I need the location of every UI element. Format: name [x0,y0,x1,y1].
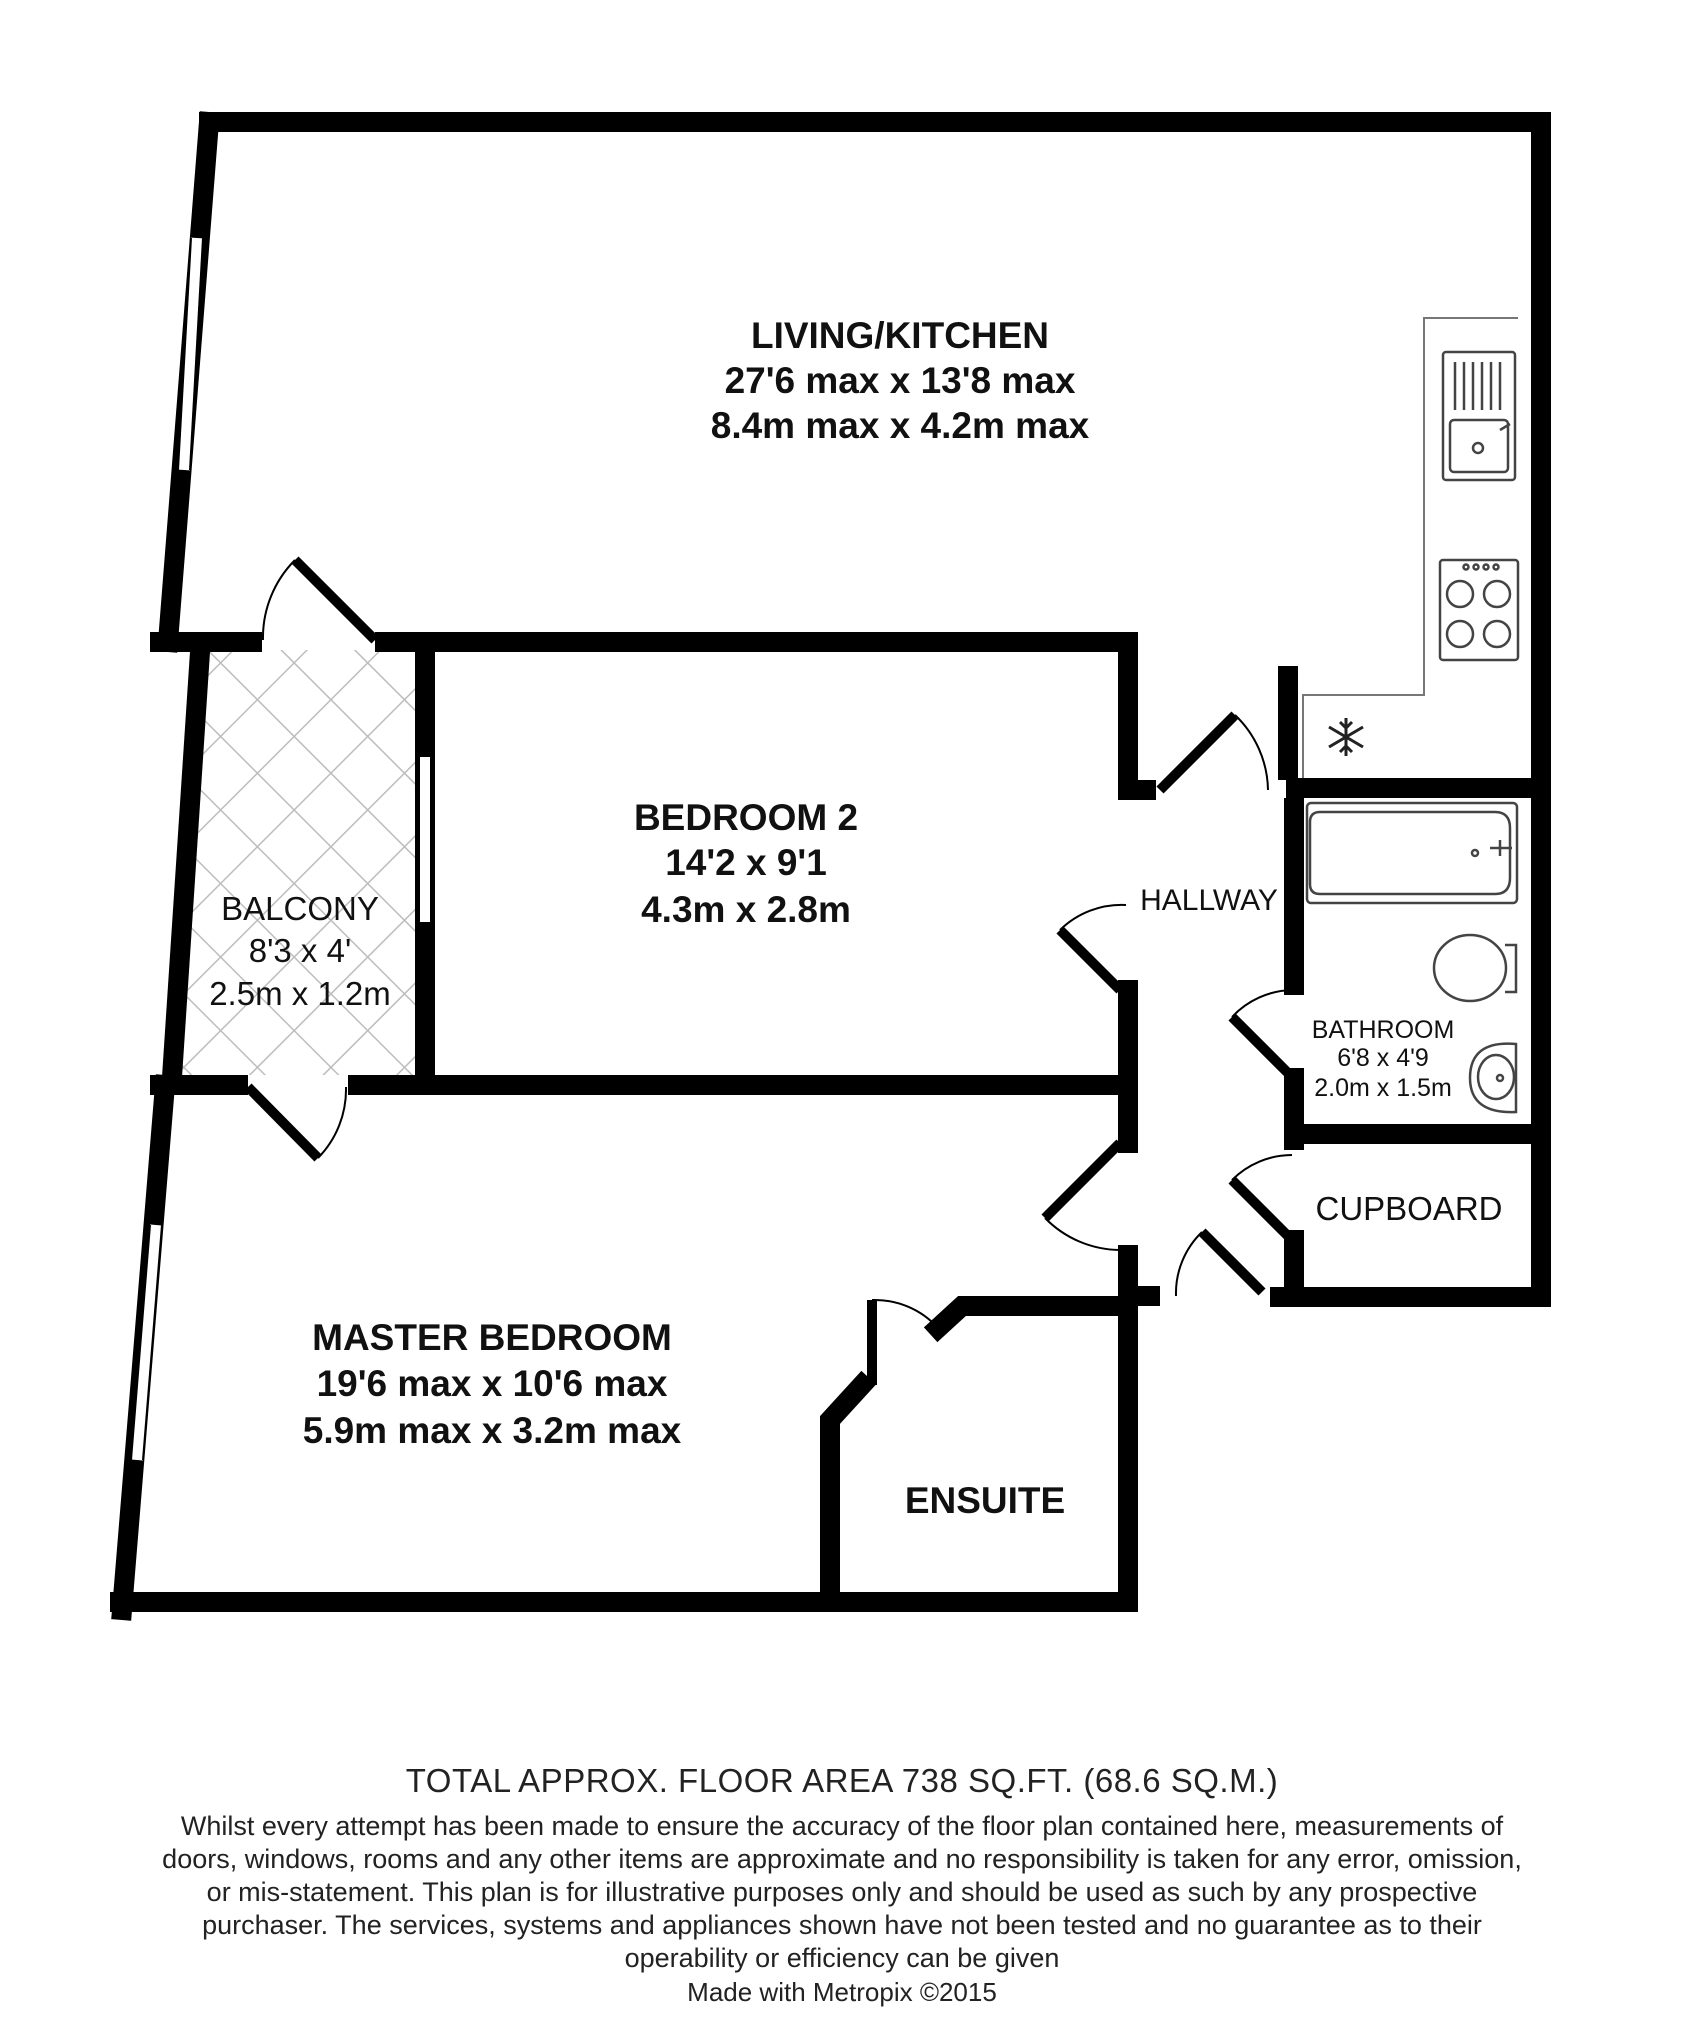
bath-icon [1307,803,1517,903]
bathroom-imperial: 6'8 x 4'9 [1337,1044,1429,1072]
balcony-imperial: 8'3 x 4' [248,932,352,969]
door-hallway-bedroom2 [1060,905,1126,990]
living-name: LIVING/KITCHEN [750,315,1050,356]
hallway-name: HALLWAY [1140,884,1278,917]
balcony-metric: 2.5m x 1.2m [209,975,391,1012]
door-bathroom [1232,990,1292,1077]
bedroom2-name: BEDROOM 2 [633,797,859,838]
sink-icon [1443,352,1515,480]
door-hallway-lower [1176,1232,1262,1296]
door-hallway-living [1160,715,1268,790]
total-floor-area: TOTAL APPROX. FLOOR AREA 738 SQ.FT. (68.6 SQ.M.) [405,1762,1279,1799]
hob-icon [1440,560,1518,660]
living-metric: 8.4m max x 4.2m max [710,405,1090,446]
wall-ensuite-left [830,1385,862,1600]
label-hallway [1140,884,1278,917]
cupboard-name: CUPBOARD [1315,1190,1503,1227]
door-hallway-master [1045,1143,1120,1250]
kitchen-counter [1303,318,1518,785]
master-name: MASTER BEDROOM [312,1317,672,1358]
bedroom2-metric: 4.3m x 2.8m [641,889,851,930]
bathroom-name: BATHROOM [1311,1016,1455,1044]
door-living-balcony [263,560,375,640]
wall-ensuite [938,1306,1116,1328]
bedroom2-imperial: 14'2 x 9'1 [665,842,827,883]
wall-bedroom2-top [385,642,1146,790]
door-cupboard [1232,1155,1292,1240]
fridge-snowflake-icon [1329,718,1363,756]
living-imperial: 27'6 max x 13'8 max [724,360,1076,401]
label-living-kitchen [711,315,1090,446]
label-bedroom2 [634,797,858,930]
disclaimer-text: Whilst every attempt has been made to ensure the accuracy of the floor plan contained here, measurements of doors, windows, rooms and any other items are approximate and no responsibility is taken for any error, omission, or mis-statement. This plan is for illustrative purposes only and should be used as such by any prospective purchaser. The services, systems and appliances shown have not been tested and no guarantee as to their operability or efficiency can be given [162,1811,1522,1973]
label-ensuite [905,1480,1065,1521]
basin-icon [1470,1044,1516,1112]
label-cupboard [1315,1190,1502,1227]
master-metric: 5.9m max x 3.2m max [302,1410,682,1451]
master-imperial: 19'6 max x 10'6 max [316,1363,668,1404]
toilet-icon [1434,935,1516,1001]
balcony-name: BALCONY [221,890,379,927]
bathroom-metric: 2.0m x 1.5m [1314,1074,1452,1102]
label-master [303,1317,682,1451]
window-living [184,238,197,470]
ensuite-name: ENSUITE [904,1480,1066,1521]
door-ensuite [872,1300,938,1385]
label-bathroom [1312,1016,1455,1102]
door-balcony-master [248,1087,346,1158]
credit-text: Made with Metropix ©2015 [687,1977,997,2007]
